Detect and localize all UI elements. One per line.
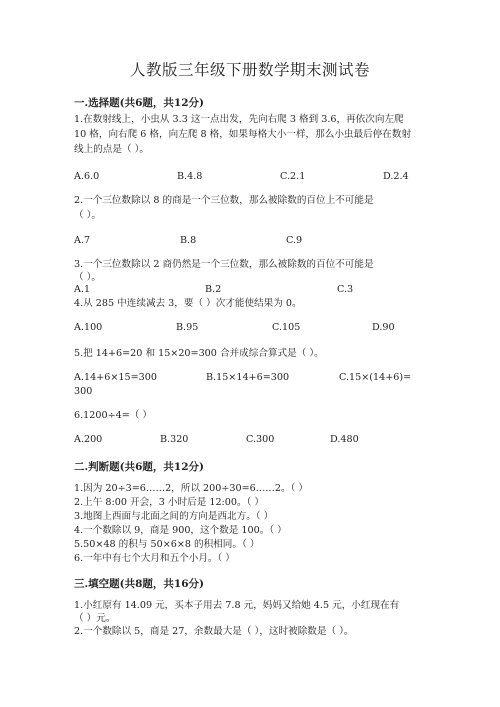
q3-option-b: B.2 [205, 284, 222, 295]
q6-option-d: D.480 [330, 434, 359, 445]
q2-option-a: A.7 [74, 235, 91, 246]
q1-option-a: A.6.0 [74, 171, 100, 182]
question-5-line-1: 5.把 14+6=20 和 15×20=300 合并成综合算式是（ ）。 [74, 348, 324, 359]
judge-item-1: 1.因为 20÷3=6……2，所以 200÷30=6……2。（ ） [74, 483, 309, 494]
q4-option-c: C.105 [272, 322, 301, 333]
q2-option-b: B.8 [180, 235, 197, 246]
judge-item-6: 6.一年中有七个大月和五个小月。（ ） [74, 553, 235, 564]
q1-option-d: D.2.4 [383, 171, 409, 182]
question-6-line-1: 6.1200÷4=（ ） [74, 410, 152, 421]
q3-option-c: C.3 [337, 284, 354, 295]
section-heading-choice: 一.选择题(共6题，共12分) [74, 97, 205, 109]
q5-option-a: A.14+6×15=300 [74, 372, 157, 383]
section-heading-fill-blank: 三.填空题(共8题，共16分) [74, 578, 205, 590]
q1-option-b: B.4.8 [177, 171, 203, 182]
q5-option-b: B.15×14+6=300 [206, 372, 290, 383]
question-2-line-2: （ ）。 [74, 210, 102, 221]
section-heading-true-false: 二.判断题(共6题，共12分) [74, 461, 205, 473]
page-title: 人教版三年级下册数学期末测试卷 [129, 61, 370, 79]
judge-item-3: 3.地图上西面与北面之间的方向是西北方。（ ） [74, 511, 274, 522]
question-1-line-1: 1.在数射线上，小虫从 3.3 这一点出发，先向右爬 3 格到 3.6，再依次向左爬 [74, 114, 404, 125]
fill-item-2: 2.一个数除以 5，商是 27，余数最大是（ ），这时被除数是（ ）。 [74, 626, 354, 637]
q5-option-c: C.15×(14+6)= [339, 372, 412, 383]
q5-option-c-continued: 300 [74, 386, 93, 397]
judge-item-4: 4.一个数除以 9，商是 900，这个数是 100。（ ） [74, 525, 287, 536]
question-4-line-1: 4.从 285 中连续减去 3，要（ ）次才能使结果为 0。 [74, 298, 302, 309]
q4-option-a: A.100 [74, 322, 103, 333]
fill-item-1-line-2: （ ）元。 [74, 613, 116, 624]
question-3-line-2: （ ）。 [74, 272, 102, 283]
question-1-line-3: 线上的点是（ ）。 [74, 144, 149, 155]
q4-option-b: B.95 [176, 322, 199, 333]
q4-option-d: D.90 [372, 322, 395, 333]
fill-item-1-line-1: 1.小红原有 14.09 元，买本子用去 7.8 元，妈妈又给她 4.5 元，小红现在有 [74, 600, 400, 611]
judge-item-2: 2.上午 8:00 开会，3 小时后是 12:00。（ ） [74, 497, 265, 508]
question-1-line-2: 10 格，向右爬 6 格，向左爬 8 格，如果每格大小一样，那么小虫最后停在数射 [74, 129, 412, 140]
q2-option-c: C.9 [286, 235, 303, 246]
q6-option-b: B.320 [160, 434, 189, 445]
q3-option-a: A.1 [74, 284, 91, 295]
q1-option-c: C.2.1 [280, 171, 306, 182]
judge-item-5: 5.50×48 的积与 50×6×8 的积相同。（ ） [74, 539, 260, 550]
q6-option-a: A.200 [74, 434, 103, 445]
q6-option-c: C.300 [246, 434, 275, 445]
question-2-line-1: 2.一个三位数除以 8 的商是一个三位数，那么被除数的百位上不可能是 [74, 195, 374, 206]
question-3-line-1: 3.一个三位数除以 2 商仍然是一个三位数，那么被除数的百位不可能是 [74, 259, 374, 270]
